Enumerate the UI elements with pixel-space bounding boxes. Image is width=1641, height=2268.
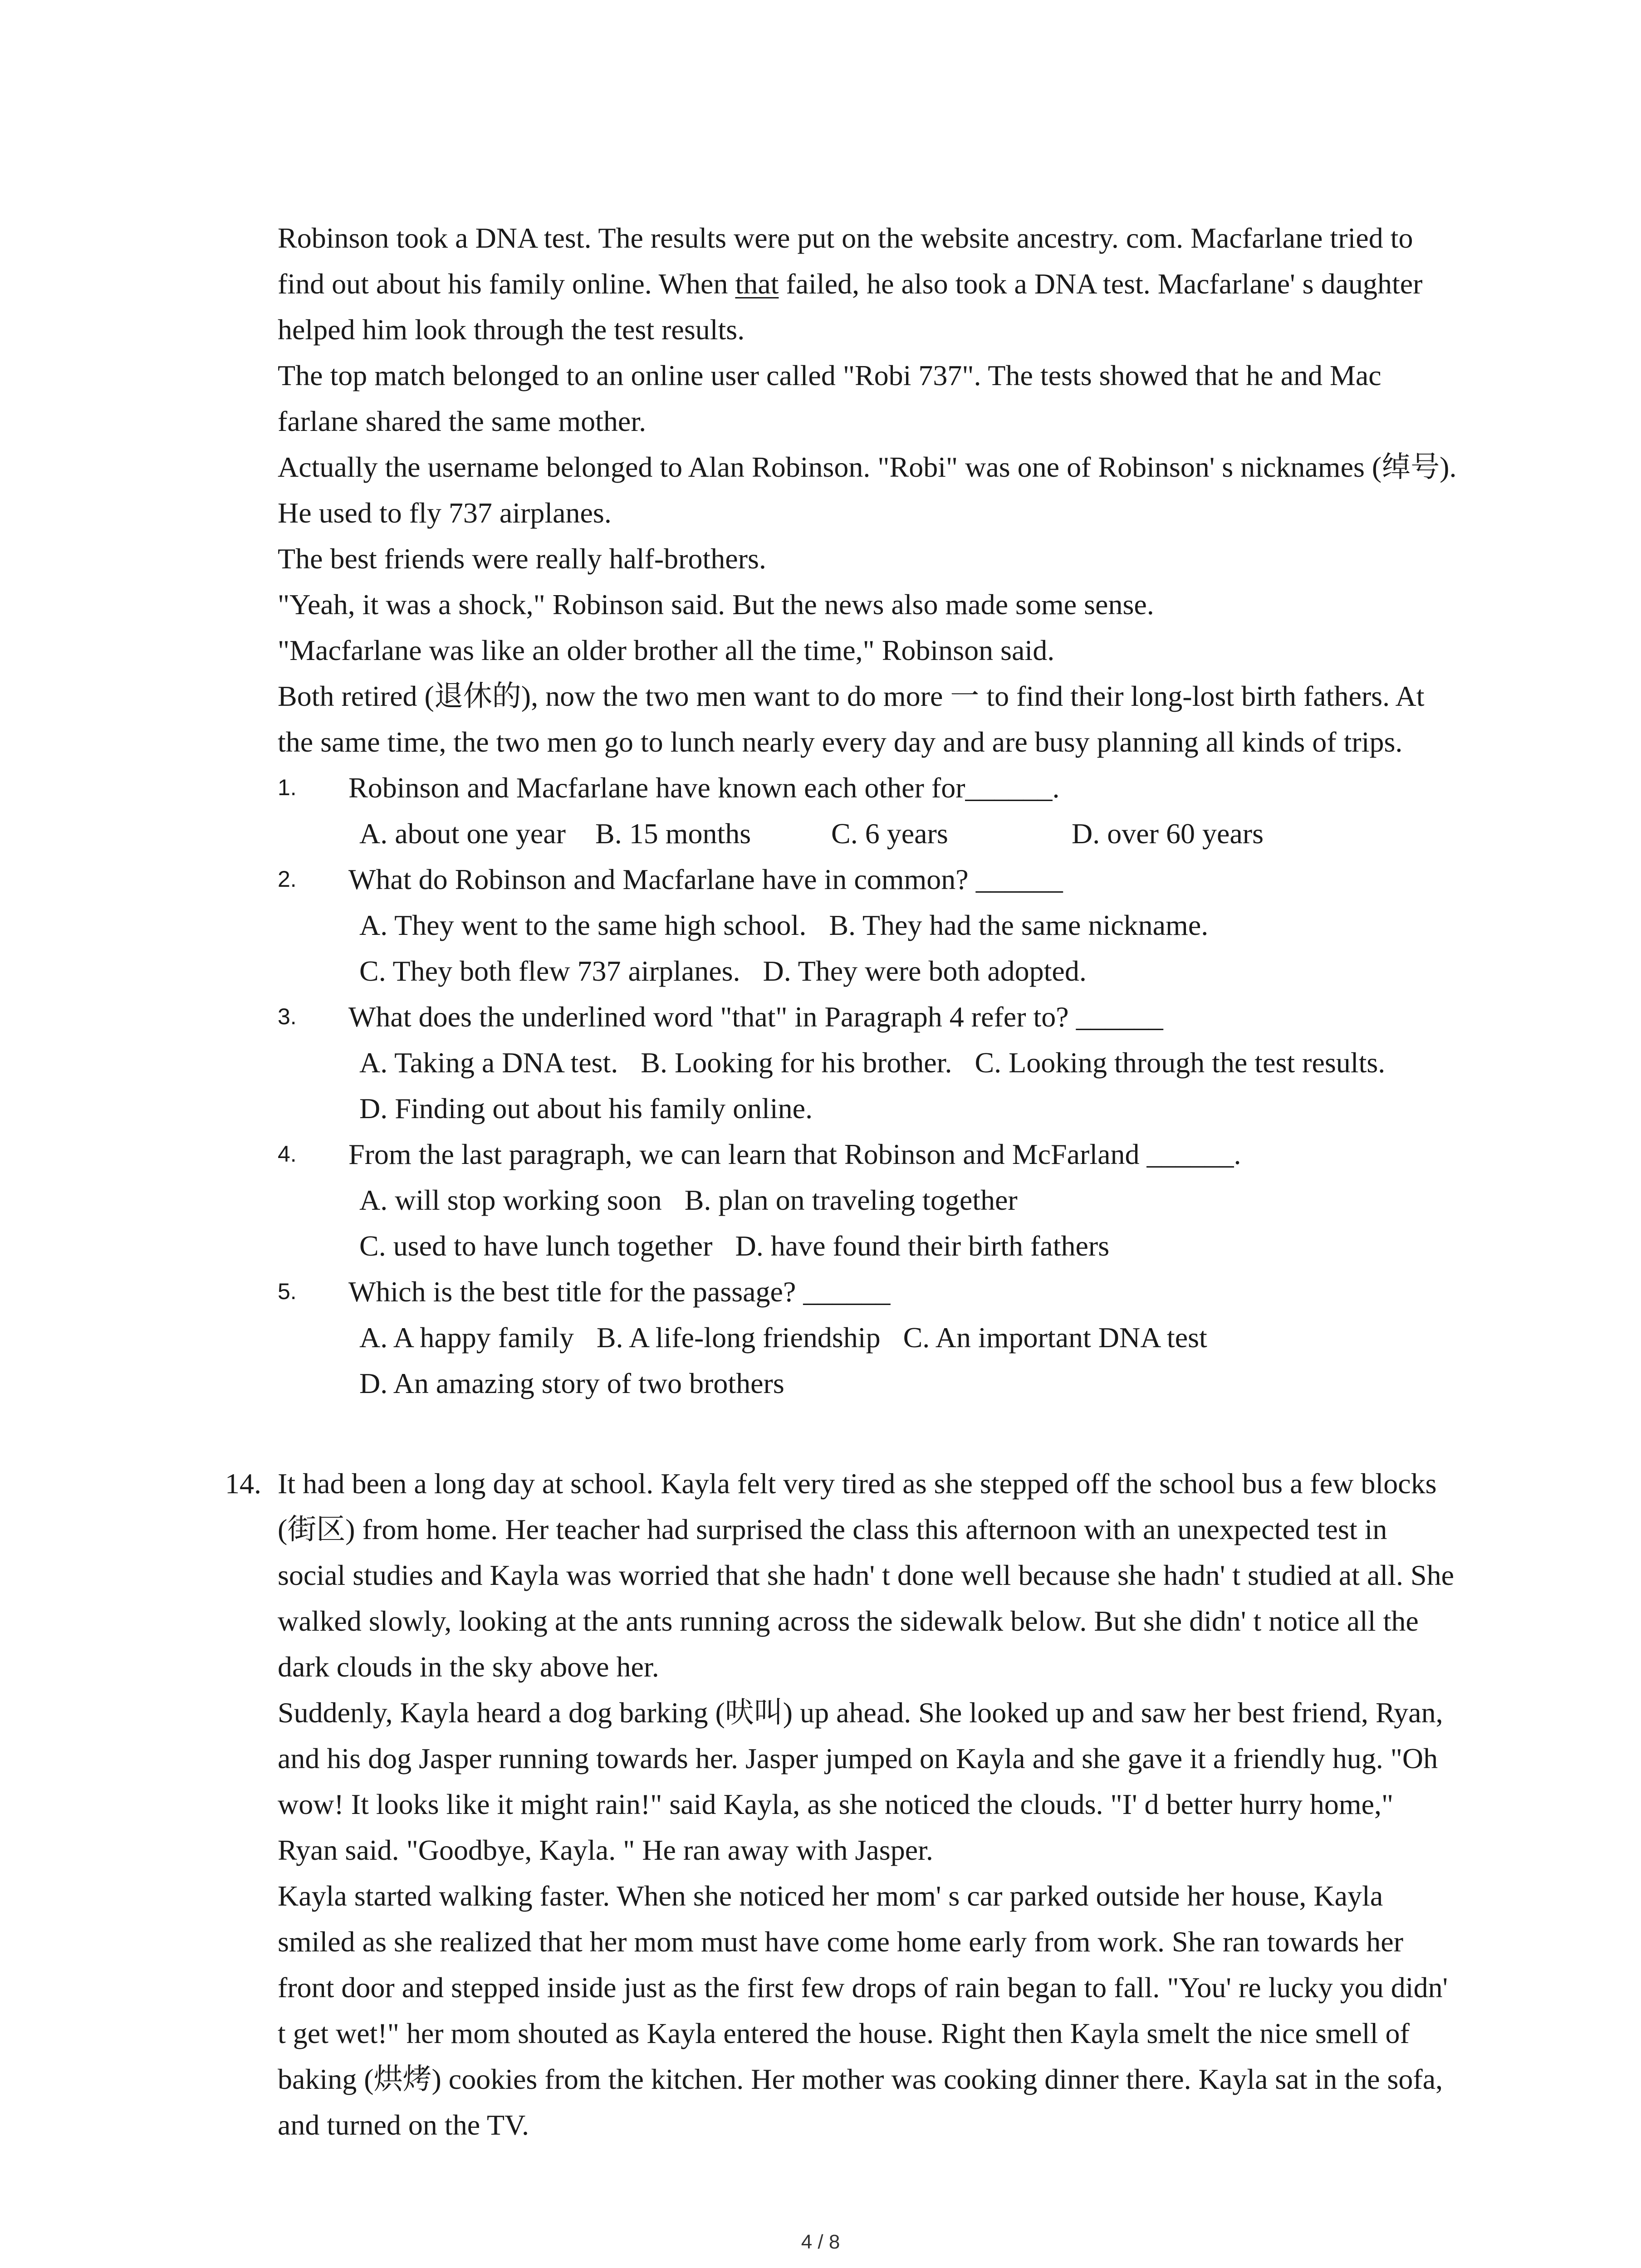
paragraph-1-text-a: Robinson took a DNA test. The results were put on the website ancestry. com. Macfarlane tried to find out about his family online. When: [278, 222, 1413, 300]
page-number: 4 / 8: [801, 2231, 840, 2253]
question-text: What does the underlined word "that" in Paragraph 4 refer to? ______: [348, 1001, 1163, 1033]
option-a[interactable]: A. about one year: [359, 817, 566, 850]
question-1: [278, 765, 1457, 856]
question-2: [278, 856, 1457, 994]
question-number: 5.: [278, 1279, 297, 1304]
option-d[interactable]: D. Finding out about his family online.: [359, 1092, 813, 1124]
option-b[interactable]: B. A life-long friendship: [596, 1321, 881, 1354]
option-d[interactable]: D. An amazing story of two brothers: [359, 1367, 784, 1399]
option-b[interactable]: B. Looking for his brother.: [641, 1046, 952, 1079]
reading-passage: [278, 215, 1457, 1406]
paragraph-3: Actually the username belonged to Alan Robinson. "Robi" was one of Robinson' s nicknames (绰号). He used to fly 737 airplanes.: [278, 451, 1457, 529]
question-number: 3.: [278, 1004, 297, 1029]
question-4: [278, 1131, 1457, 1269]
paragraph-2: The top match belonged to an online user called "Robi 737". The tests showed that he and Mac farlane shared the same mother.: [278, 359, 1381, 437]
paragraph-6: "Macfarlane was like an older brother all the time," Robinson said.: [278, 634, 1055, 666]
option-b[interactable]: B. They had the same nickname.: [829, 909, 1209, 941]
paragraph-1-text-b: failed, he also took a DNA test. Macfarlane' s daughter helped him look through the test results.: [278, 268, 1423, 346]
option-c[interactable]: C. An important DNA test: [903, 1321, 1207, 1354]
question-3: [278, 994, 1457, 1131]
paragraph-4: The best friends were really half-brothers.: [278, 543, 766, 575]
question-number: 2.: [278, 866, 297, 892]
option-line: [359, 902, 1457, 948]
question-text: Which is the best title for the passage? ______: [348, 1276, 891, 1308]
section-14-paragraph-3: Kayla started walking faster. When she noticed her mom' s car parked outside her house, Kayla smiled as she realized that her mom must have come home early from work. She ran towards her front door and stepped inside just as the first few drops of rain began to fall. "You' re lucky you didn' t get wet!" her mom shouted as Kayla entered the house. Right then Kayla smelt the nice smell of baking (烘烤) cookies from the kitchen. Her mother was cooking dinner there. Kayla sat in the sofa, and turned on the TV.: [278, 1880, 1448, 2141]
section-number: 14.: [225, 1467, 261, 1500]
option-c[interactable]: C. used to have lunch together: [359, 1230, 713, 1262]
paragraph-7: Both retired (退休的), now the two men want to do more 一 to find their long-lost birth fathers. At the same time, the two men go to lunch nearly every day and are busy planning all kinds of trips.: [278, 680, 1425, 758]
paragraph-1: [278, 215, 1457, 352]
option-line: [359, 1315, 1457, 1360]
option-line: [359, 1177, 1457, 1223]
paragraph-5: "Yeah, it was a shock," Robinson said. But the news also made some sense.: [278, 588, 1154, 621]
option-c[interactable]: C. Looking through the test results.: [975, 1046, 1386, 1079]
option-line: [359, 948, 1457, 994]
option-a[interactable]: A. Taking a DNA test.: [359, 1046, 618, 1079]
option-d[interactable]: D. They were both adopted.: [763, 955, 1087, 987]
option-line: [359, 1040, 1457, 1085]
question-text: Robinson and Macfarlane have known each other for______.: [348, 772, 1060, 804]
section-14: [225, 1461, 1459, 2148]
option-line: [359, 1360, 1457, 1406]
option-b[interactable]: B. 15 months: [595, 817, 751, 850]
option-d[interactable]: D. over 60 years: [1072, 817, 1264, 850]
section-14-body: [278, 1461, 1459, 2148]
option-a[interactable]: A. A happy family: [359, 1321, 574, 1354]
option-line: [359, 811, 1457, 856]
option-line: [359, 1085, 1457, 1131]
option-a[interactable]: A. will stop working soon: [359, 1184, 662, 1216]
question-5: [278, 1269, 1457, 1406]
question-number: 4.: [278, 1141, 297, 1167]
underlined-word: that: [735, 268, 779, 300]
section-14-paragraph-2: Suddenly, Kayla heard a dog barking (吠叫) up ahead. She looked up and saw her best friend, Ryan, and his dog Jasper running towards her. Jasper jumped on Kayla and she gave it a friendly hug. "Oh wow! It looks like it might rain!" said Kayla, as she noticed the clouds. "I' d better hurry home," Ryan said. "Goodbye, Kayla. " He ran away with Jasper.: [278, 1696, 1443, 1866]
section-14-paragraph-1: It had been a long day at school. Kayla felt very tired as she stepped off the school bus a few blocks (街区) from home. Her teacher had surprised the class this afternoon with an unexpected test in social studies and Kayla was worried that she hadn' t done well because she hadn' t studied at all. She walked slowly, looking at the ants running across the sidewalk below. But she didn' t notice all the dark clouds in the sky above her.: [278, 1467, 1455, 1683]
option-line: [359, 1223, 1457, 1269]
option-a[interactable]: A. They went to the same high school.: [359, 909, 807, 941]
question-text: What do Robinson and Macfarlane have in common? ______: [348, 863, 1063, 895]
question-text: From the last paragraph, we can learn that Robinson and McFarland ______.: [348, 1138, 1241, 1170]
option-b[interactable]: B. plan on traveling together: [684, 1184, 1018, 1216]
question-number: 1.: [278, 775, 297, 800]
option-c[interactable]: C. 6 years: [831, 817, 948, 850]
option-d[interactable]: D. have found their birth fathers: [735, 1230, 1110, 1262]
option-c[interactable]: C. They both flew 737 airplanes.: [359, 955, 740, 987]
